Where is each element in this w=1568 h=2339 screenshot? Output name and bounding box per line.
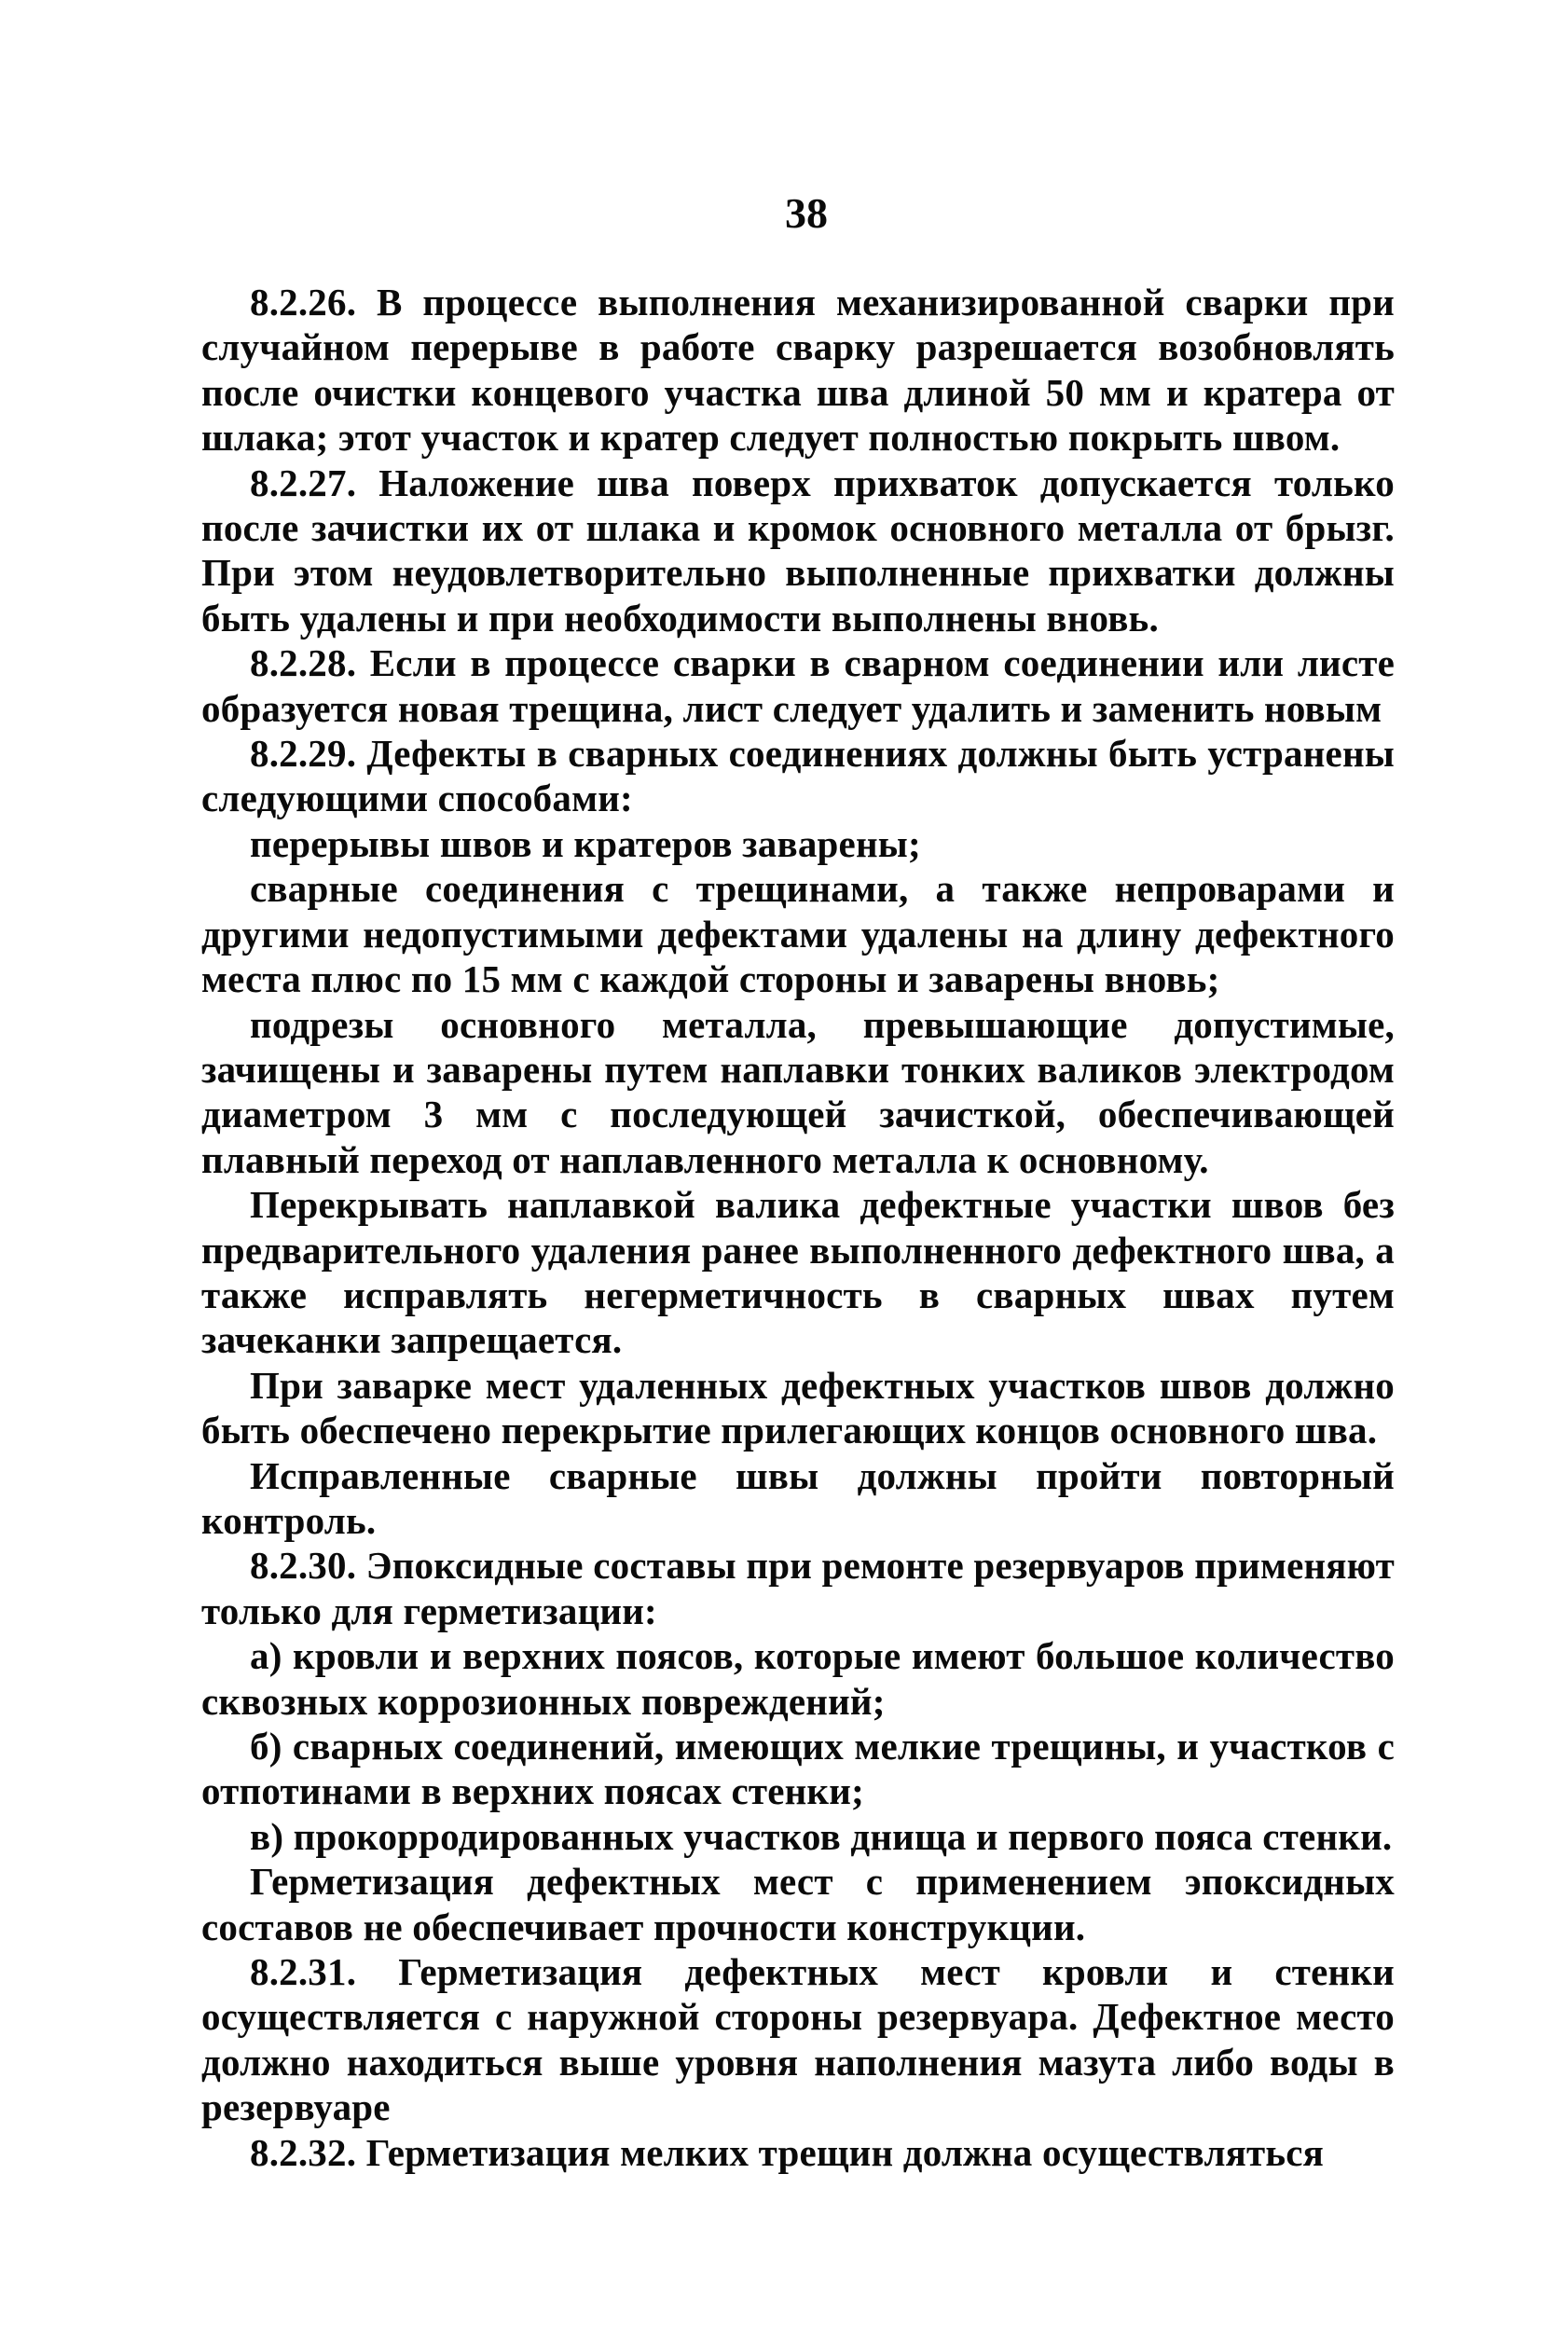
list-item-cracked-joints: сварные соединения с трещинами, а также непроварами и другими недопустимыми дефектами удалены на длину дефектного места плюс по 15 мм с каждой стороны и заварены вновь;	[201, 867, 1395, 1001]
page-number: 38	[785, 189, 828, 237]
paragraph-sealing-note: Герметизация дефектных мест с применением эпоксидных составов не обеспечивает прочности конструкции.	[201, 1860, 1395, 1948]
paragraph-overlay-prohibition: Перекрывать наплавкой валика дефектные участки швов без предварительного удаления ранее выполненного дефектного шва, а также исправлять негерметичность в сварных швах путем зачеканки запрещается.	[201, 1183, 1395, 1362]
paragraph-8-2-31: 8.2.31. Герметизация дефектных мест кровли и стенки осуществляется с наружной стороны резервуара. Дефектное место должно находиться выше уровня наполнения мазута либо воды в резервуаре	[201, 1950, 1395, 2129]
list-item-weld-gaps: перерывы швов и кратеров заварены;	[250, 821, 921, 865]
paragraph-overlap-requirement: При заварке мест удаленных дефектных участков швов должно быть обеспечено перекрытие прилегающих концов основного шва.	[201, 1363, 1395, 1452]
body-text	[201, 280, 1395, 2175]
list-item-undercuts: подрезы основного металла, превышающие допустимые, зачищены и заварены путем наплавки тонких валиков электродом диаметром 3 мм с последующей зачисткой, обеспечивающей плавный переход от наплавленного металла к основному.	[201, 1002, 1395, 1181]
paragraph-8-2-30: 8.2.30. Эпоксидные составы при ремонте резервуаров применяют только для герметизации:	[201, 1544, 1395, 1632]
list-item-roof: а) кровли и верхних поясов, которые имеют большое количество сквозных коррозионных повреждений;	[201, 1634, 1395, 1723]
paragraph-8-2-26: 8.2.26. В процессе выполнения механизированной сварки при случайном перерыве в работе сварку разрешается возобновлять после очистки концевого участка шва длиной 50 мм и кратера от шлака; этот участок и кратер следует полностью покрыть швом.	[201, 281, 1395, 460]
paragraph-8-2-29: 8.2.29. Дефекты в сварных соединениях должны быть устранены следующими способами:	[201, 732, 1395, 820]
paragraph-8-2-32: 8.2.32. Герметизация мелких трещин должна осуществляться	[250, 2130, 1325, 2174]
paragraph-8-2-28: 8.2.28. Если в процессе сварки в сварном соединении или листе образуется новая трещина, лист следует удалить и заменить новым	[201, 641, 1395, 730]
list-item-bottom: в) прокорродированных участков днища и первого пояса стенки.	[250, 1814, 1393, 1858]
list-item-welded-joints: б) сварных соединений, имеющих мелкие трещины, и участков с отпотинами в верхних поясах стенки;	[201, 1725, 1395, 1813]
paragraph-8-2-27: 8.2.27. Наложение шва поверх прихваток допускается только после зачистки их от шлака и кромок основного металла от брызг. При этом неудовлетворительно выполненные прихватки должны быть удалены и при необходимости выполнены вновь.	[201, 461, 1395, 640]
paragraph-repeat-inspection: Исправленные сварные швы должны пройти повторный контроль.	[201, 1453, 1395, 1542]
